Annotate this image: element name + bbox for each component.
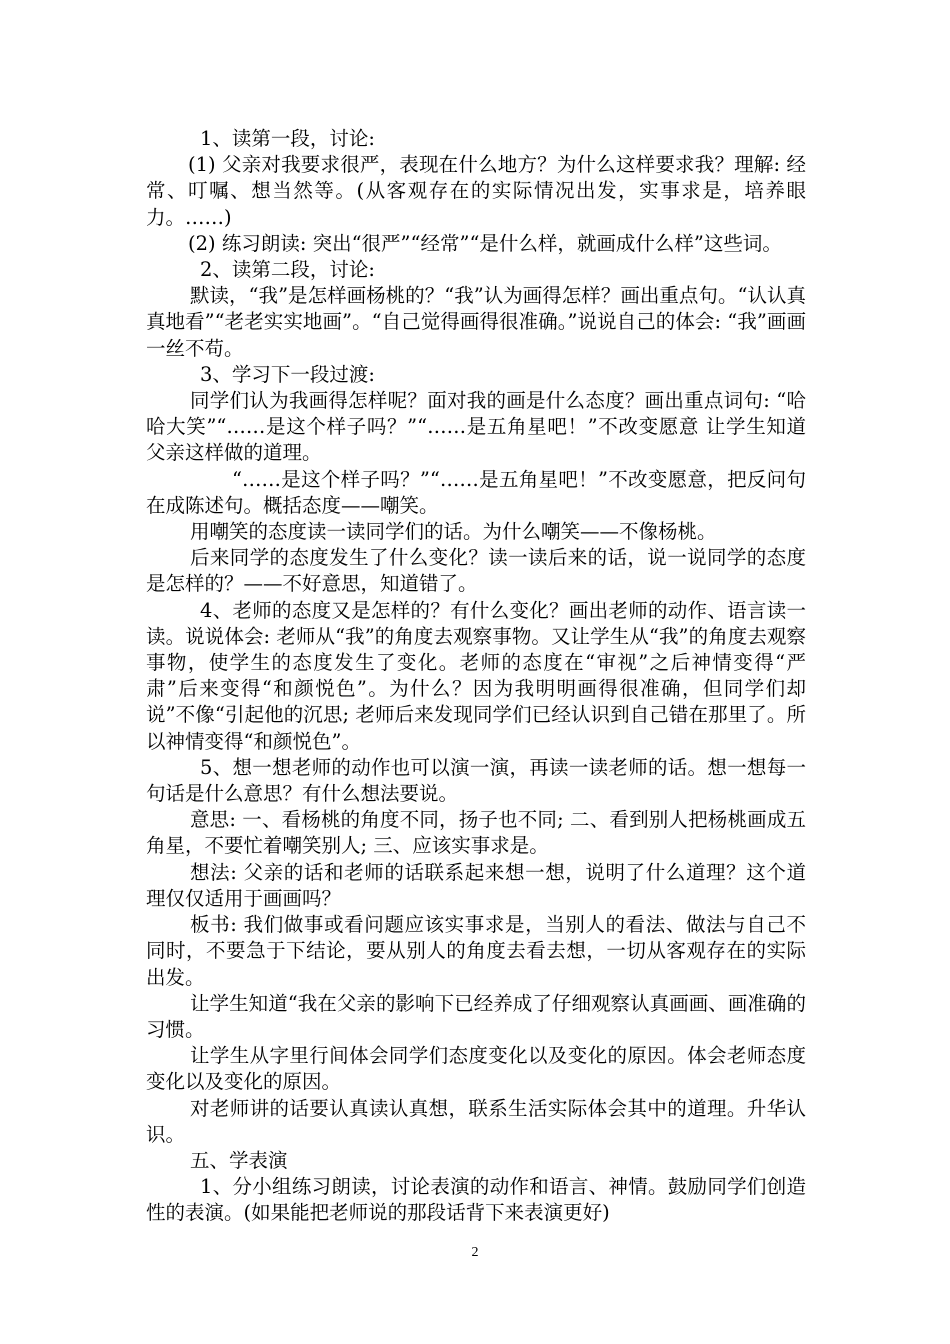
paragraph-between-lines: 让学生从字里行间体会同学们态度变化以及变化的原因。体会老师态度变化以及变化的原因。 xyxy=(146,1044,806,1094)
paragraph-mocking-tone: 用嘲笑的态度读一读同学们的话。为什么嘲笑——不像杨桃。 xyxy=(190,520,717,544)
paragraph-read-section-1: 1、读第一段，讨论: xyxy=(200,127,375,150)
paragraph-group-practice: 1、分小组练习朗读，讨论表演的动作和语言、神情。鼓励同学们创造性的表演。(如果能把老师说的那段话背下来表演更好) xyxy=(146,1175,806,1225)
document-body xyxy=(146,126,806,1227)
paragraph-rhetorical-questions: “……是这个样子吗？”“……是五角星吧！”不改变愿意，把反问句在成陈述句。概括态度——嘲笑。 xyxy=(146,467,806,517)
paragraph-blackboard: 板书: 我们做事或看问题应该实事求是，当别人的看法、做法与自己不同时，不要急于下结论，要从别人的角度去看去想，一切从客观存在的实际出发。 xyxy=(146,913,806,989)
page-number: 2 xyxy=(471,1245,479,1260)
paragraph-question-1: (1) 父亲对我要求很严，表现在什么地方？为什么这样要求我？理解: 经常、叮嘱、想当然等。(从客观存在的实际情况出发，实事求是，培养眼力。……) xyxy=(146,153,806,229)
paragraph-meaning: 意思: 一、看杨桃的角度不同，扬子也不同; 二、看到别人把杨桃画成五角星，不要忙着嘲笑别人; 三、应该实事求是。 xyxy=(146,808,806,858)
paragraph-father-influence: 让学生知道“我在父亲的影响下已经养成了仔细观察认真画画、画准确的习惯。 xyxy=(146,991,806,1041)
paragraph-read-section-2: 2、读第二段，讨论: xyxy=(200,258,375,282)
paragraph-question-2: (2) 练习朗读: 突出“很严”“经常”“是什么样，就画成什么样”这些词。 xyxy=(188,231,782,255)
paragraph-attitude-change: 后来同学的态度发生了什么变化？读一读后来的话，说一说同学的态度是怎样的？——不好意思，知道错了。 xyxy=(146,546,806,596)
paragraph-classmates-view: 同学们认为我画得怎样呢？面对我的画是什么态度？画出重点词句: “哈哈大笑”“……是这个样子吗？”“……是五角星吧！”不改变愿意 让学生知道父亲这样做的道理。 xyxy=(146,389,806,465)
paragraph-teacher-attitude: 4、老师的态度又是怎样的？有什么变化？画出老师的动作、语言读一读。说说体会: 老师从“我”的角度去观察事物。又让学生从“我”的角度去观察事物，使学生的态度发生了变化。老师的态度在“审视”之后神情变得“严肃”后来变得“和颜悦色”。为什么？因为我明明画得很准确，但同学们却说”不像“引起他的沉思; 老师后来发现同学们已经认识到自己错在那里了。所以神情变得“和颜悦色”。 xyxy=(146,598,806,753)
paragraph-silent-reading: 默读，“我”是怎样画杨桃的？“我”认为画得怎样？画出重点句。“认认真真地看”“老老实实地画”。“自己觉得画得很准确。”说说自己的体会: “我”画画一丝不苟。 xyxy=(146,284,806,360)
section-heading-performance: 五、学表演 xyxy=(190,1148,288,1172)
paragraph-act-it-out: 5、想一想老师的动作也可以演一演，再读一读老师的话。想一想每一句话是什么意思？有什么想法要说。 xyxy=(146,755,806,806)
paragraph-thoughts: 想法: 父亲的话和老师的话联系起来想一想，说明了什么道理？这个道理仅仅适用于画画吗？ xyxy=(146,860,806,910)
paragraph-teacher-words: 对老师讲的话要认真读认真想，联系生活实际体会其中的道理。升华认识。 xyxy=(146,1096,806,1146)
paragraph-transition: 3、学习下一段过渡: xyxy=(200,362,375,386)
